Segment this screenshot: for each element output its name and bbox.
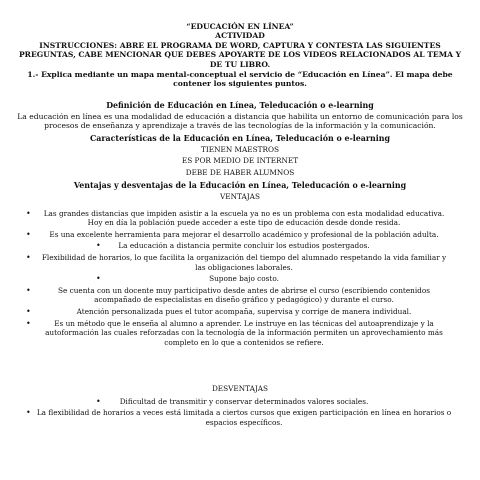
document-header xyxy=(14,22,466,69)
disadvantages-list xyxy=(14,397,466,428)
characteristic-item: TIENEN MAESTROS xyxy=(201,144,279,154)
characteristic-item: ES POR MEDIO DE INTERNET xyxy=(181,156,299,166)
definition-title: Definición de Educación en Línea, Teleducación o e-learning xyxy=(106,100,374,110)
pros-cons-title: Ventajas y desventajas de la Educación en Línea, Teleducación o e-learning xyxy=(73,181,407,191)
document-title: “EDUCACIÓN EN LÍNEA” xyxy=(186,22,294,31)
document-subtitle: ACTIVIDAD xyxy=(215,31,265,41)
characteristics-title: Características de la Educación en Línea, Teleducación o e-learning xyxy=(89,133,391,143)
disadvantages-label: DESVENTAJAS xyxy=(211,384,269,394)
advantages-list xyxy=(14,209,466,348)
disadvantage-item: • La flexibilidad de horarios a veces está limitada a ciertos cursos que exigen participación en línea en horarios o espacios específicos. xyxy=(36,408,452,427)
question-1: 1.- Explica mediante un mapa mental-conceptual el servicio de “Educación en Línea”. El mapa debe contener los siguientes puntos. xyxy=(27,70,453,89)
advantage-item: • Flexibilidad de horarios, lo que facilita la organización del tiempo del alumnado respetando la vida familiar y las obligaciones laborales. xyxy=(36,253,452,272)
instructions-text: INSTRUCCIONES: ABRE EL PROGRAMA DE WORD, CAPTURA Y CONTESTA LAS SIGUIENTES PREGUNTAS, CABE MENCIONAR QUE DEBES APOYARTE DE LOS VIDEOS RELACIONADOS AL TEMA Y DE TU LIBRO. xyxy=(18,40,462,69)
advantage-item: • La educación a distancia permite concluir los estudios postergados. xyxy=(36,241,452,251)
advantage-item: • Supone bajo costo. xyxy=(36,274,452,284)
advantage-item: • Atención personalizada pues el tutor acompaña, supervisa y corrige de manera individual. xyxy=(36,307,452,317)
advantage-item: • Es un método que le enseña al alumno a aprender. Le instruye en las técnicas del autoaprendizaje y la autoformación las cuales reforzadas con la tecnología de la información permiten un aprovechamiento más completo en lo que a contenidos se refiere. xyxy=(36,319,452,348)
advantages-label: VENTAJAS xyxy=(220,192,260,202)
advantage-item: • Se cuenta con un docente muy participativo desde antes de abrirse el curso (escribiendo contenidos acompañado de especialistas en diseño gráfico y pedagógico) y durante el curso. xyxy=(36,286,452,305)
characteristics-list xyxy=(14,144,466,179)
disadvantage-item: • Dificultad de transmitir y conservar determinados valores sociales. xyxy=(36,397,452,407)
definition-text: La educación en línea es una modalidad de educación a distancia que habilita un entorno de comunicación para los procesos de enseñanza y aprendizaje a través de las tecnologías de la información y la comunicación. xyxy=(17,111,463,131)
characteristic-item: DEBE DE HABER ALUMNOS xyxy=(185,167,295,177)
advantage-item: • Es una excelente herramienta para mejorar el desarrollo académico y profesional de la población adulta. xyxy=(36,230,452,240)
advantage-item: • Las grandes distancias que impiden asistir a la escuela ya no es un problema con esta modalidad educativa. Hoy en día la población puede acceder a este tipo de educación desde donde resida. xyxy=(36,209,452,228)
